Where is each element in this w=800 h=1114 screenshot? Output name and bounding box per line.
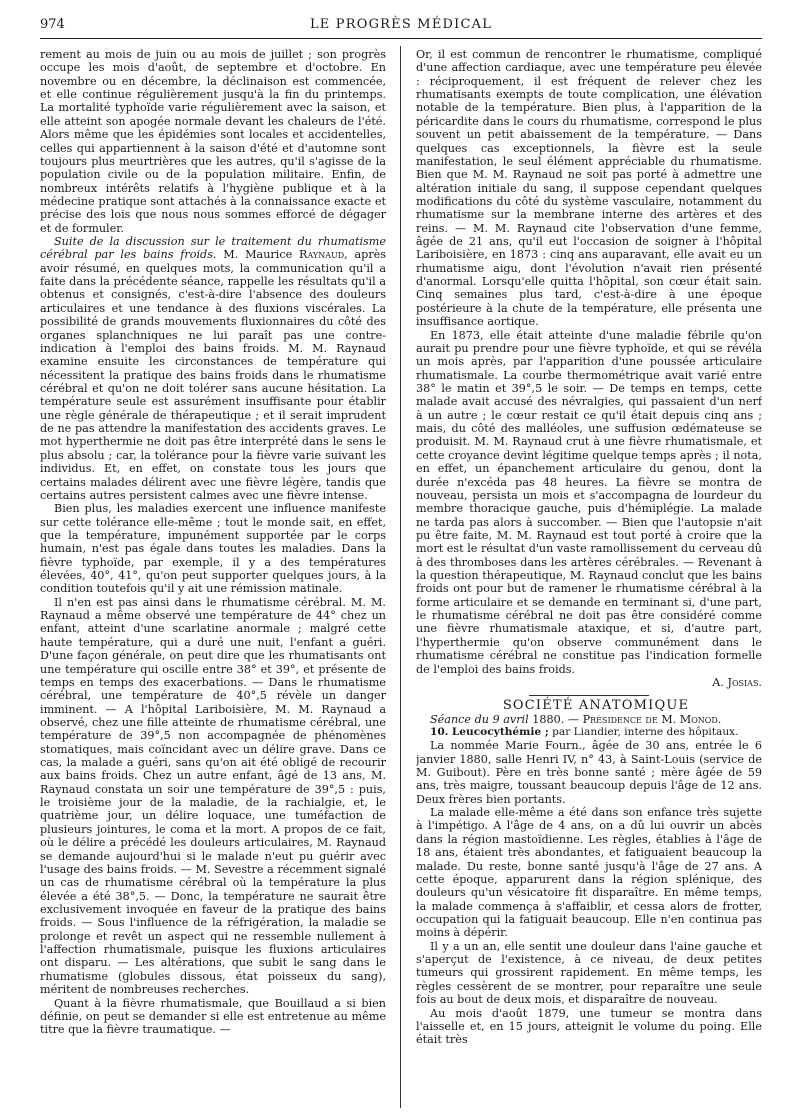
paragraph: La malade elle-même a été dans son enfance très sujette à l'impétigo. A l'âge de 4 ans, on a dû lui ouvrir un abcès dans la région mastoïdienne. Les règles, établies à l'âge de 18 ans, étaient très abondantes, et fatiguaient beaucoup la malade. Du reste, bonne santé jusqu'à l'âge de 27 ans. A cette époque, apparurent dans la région splénique, des douleurs qu'un vésicatoire fit disparaître. En même temps, la malade commença à s'affaiblir, et cessa alors de frotter, occupation qui la fatiguait beaucoup. Elle n'en continua pas moins à dépérir.	[416, 806, 762, 940]
left-column	[40, 48, 386, 1108]
column-divider	[400, 46, 401, 1108]
paragraph: Bien plus, les maladies exercent une influence manifeste sur cette tolérance elle-même ; tout le monde sait, en effet, que la température, impunément supportée par le corps humain, n'est pas égale dans toutes les maladies. Dans la fièvre typhoïde, par exemple, il y a des températures élevées, 40°, 41°, qu'on peut supporter quelques jours, à la condition toutefois qu'il y ait une rémission matinale.	[40, 502, 386, 596]
seance-year: 1880.	[532, 712, 565, 726]
speaker-prefix: M. Maurice	[223, 248, 293, 262]
page-number: 974	[40, 17, 65, 32]
paragraph: rement au mois de juin ou au mois de juillet ; son progrès occupe les mois d'août, de septembre et d'octobre. En novembre ou en décembre, la déclinaison est commencée, et elle continue régulièrement jusqu'à la fin du printemps. La mortalité typhoïde varie régulièrement avec la saison, et elle atteint son apogée normale devant les chaleurs de l'été. Alors même que les épidémies sont locales et accidentelles, celles qui appartiennent à la saison d'été et d'automne sont toujours plus meurtrières que les autres, qu'il s'agisse de la population civile ou de la population militaire. Enfin, de nombreux intérêts relatifs à l'hygiène publique et à la médecine pratique sont attachés à la connaissance exacte et précise des lois que nous nous sommes efforcé de dégager et de formuler.	[40, 48, 386, 235]
seance-line	[416, 713, 762, 726]
paragraph: Quant à la fièvre rhumatismale, que Bouillaud a si bien définie, on peut se demander si elle est entretenue au même titre que la fièvre traumatique. —	[40, 996, 386, 1037]
journal-title: LE PROGRÈS MÉDICAL	[309, 17, 493, 32]
signature-text: A. Josias.	[712, 675, 762, 689]
paragraph: En 1873, elle était atteinte d'une maladie fébrile qu'on aurait pu prendre pour une fièvre typhoïde, et qui se révéla un mois après, par l'apparition d'une poussée articulaire rhumatismale. La courbe thermométrique avait varié entre 38° le matin et 39°,5 le soir. — De temps en temps, cette malade avait accusé des névralgies, qui passaient d'un nerf à un autre ; le cœur restait ce qu'il était depuis cinq ans ; mais, du côté des malléoles, une suffusion œdémateuse se produisit. M. M. Raynaud crut à une fièvre rhumatismale, et cette croyance devint légitime quelque temps après ; il nota, en effet, un épanchement articulaire du genou, dont la durée n'excéda pas 48 heures. La fièvre se montra de nouveau, persista un mois et s'accompagna de lourdeur du membre thoracique gauche, puis d'hémiplégie. La malade ne tarda pas alors à succomber. — Bien que l'autopsie n'ait pu être faite, M. M. Raynaud est tout porté à croire que la mort est le résultat d'un vaste ramollissement du cerveau dû à des thromboses dans les artères cérébrales. — Revenant à la question thérapeutique, M. Raynaud conclut que les bains froids ont pour but de ramener le rhumatisme cérébral à la forme articulaire et se demande en terminant si, d'une part, le rhumatisme cérébral ne doit pas être considéré comme une fièvre rhumatismale ataxique, et si, d'autre part, l'hyperthermie qu'on observe communément dans le rhumatisme cérébral ne constitue pas l'indication formelle de l'emploi des bains froids.	[416, 328, 762, 676]
section-title: SOCIÉTÉ ANATOMIQUE	[502, 698, 690, 714]
observation-heading	[416, 726, 762, 739]
speaker-name: Raynaud	[299, 248, 345, 262]
header-rule	[40, 38, 762, 39]
observation-title: Leucocythémie ;	[451, 725, 549, 738]
paragraph: Au mois d'août 1879, une tumeur se montra dans l'aisselle et, en 15 jours, atteignit le volume du poing. Elle était très	[416, 1006, 762, 1047]
paragraph: Il n'en est pas ainsi dans le rhumatisme cérébral. M. M. Raynaud a même observé une température de 44° chez un enfant, atteint d'une scarlatine anormale ; malgré cette haute température, qui a duré une nuit, l'enfant a guéri. D'une façon générale, on peut dire que les rhumatisants ont une température qui oscille entre 38° et 39°, et présente de temps en temps des exacerbations. — Dans le rhumatisme cérébral, une température de 40°,5 révèle un danger imminent. — A l'hôpital Lariboisière, M. M. Raynaud a observé, chez une fille atteinte de rhumatisme cérébral, une température de 39°,5 non accompagnée de phénomènes stomatiques, mais coïncidant avec un délire grave. Dans ce cas, la malade a guéri, sans qu'on ait été obligé de recourir aux bains froids. Chez un autre enfant, âgé de 13 ans, M. Raynaud constata un soir une température de 39°,5 : puis, le troisième jour de la maladie, de la rachialgie, et, le quatrième jour, un délire loquace, une tuméfaction de plusieurs jointures, le coma et la mort. A propos de ce fait, où le délire a précédé les douleurs articulaires, M. Raynaud se demande aujourd'hui si le malade n'eut pu guérir avec l'usage des bains froids. — M. Sevestre a récemment signalé un cas de rhumatisme cérébral où la température la plus élevée a été 38°,5. — Donc, la température ne saurait être exclusivement invoquée en faveur de la pratique des bains froids. — Sous l'influence de la réfrigération, la maladie se prolonge et revêt un aspect qui ne ressemble nullement à l'affection rhumatismale, puisque les fluxions articulaires ont disparu. — Les altérations, que subit le sang dans le rhumatisme (globules dissous, état poisseux du sang), méritent de nombreuses recherches.	[40, 595, 386, 997]
author-signature	[416, 676, 762, 689]
observation-author: par Liandier, interne des hôpitaux.	[552, 725, 739, 738]
page-header	[40, 17, 762, 37]
discussion-paragraph	[40, 235, 386, 502]
paragraph: La nommée Marie Fourn., âgée de 30 ans, entrée le 6 janvier 1880, salle Henri IV, n° 43, à Saint-Louis (service de M. Guibout). Père en très bonne santé ; mère âgée de 59 ans, très maigre, toussant beaucoup depuis l'âge de 12 ans. Deux frères bien portants.	[416, 739, 762, 806]
seance-presidence: — Présidence de M. Monod.	[567, 712, 722, 726]
seance-date: Séance du 9 avril	[430, 712, 529, 726]
paragraph: Il y a un an, elle sentit une douleur dans l'aine gauche et s'aperçut de l'existence, à ce niveau, de deux petites tumeurs qui grossirent rapidement. En même temps, les règles cessèrent de se montrer, pour reparaître une seule fois au bout de deux mois, et disparaître de nouveau.	[416, 939, 762, 1007]
discussion-title: Suite de la discussion sur le traitement du rhumatisme cérébral par les bains froids.	[40, 235, 386, 262]
observation-number: 10.	[430, 725, 449, 738]
paragraph: Or, il est commun de rencontrer le rhumatisme, compliqué d'une affection cardiaque, avec une température peu élevée : réciproquement, il est fréquent de relever chez les rhumatisants exempts de toute complication, une élévation notable de la température. Bien plus, à l'apparition de la péricardite dans le cours du rhumatisme, correspond le plus souvent un petit abaissement de la température. — Dans quelques cas exceptionnels, la fièvre est la seule manifestation, le seul élément appréciable du rhumatisme. Bien que M. M. Raynaud ne soit pas porté à admettre une altération initiale du sang, il suppose cependant quelques modifications du côté du système vasculaire, notamment du rhumatisme sur la membrane interne des artères et des reins. — M. M. Raynaud cite l'observation d'une femme, âgée de 21 ans, qu'il eut l'occasion de soigner à l'hôpital Lariboisière, en 1873 : cinq ans auparavant, elle avait eu un rhumatisme aigu, dont l'évolution n'avait rien présenté d'anormal. Lorsqu'elle quitta l'hôpital, son cœur était sain. Cinq semaines plus tard, c'est-à-dire à une époque postérieure à la chute de la température, elle présenta une insuffisance aortique.	[416, 48, 762, 329]
discussion-text: , après avoir résumé, en quelques mots, la communication qu'il a faite dans la précédente séance, rappelle les résultats qu'il a obtenus et consignés, c'est-à-dire l'absence des douleurs articulaires et une tendance à des fluxions viscérales. La possibilité de grands mouvements fluxionnaires du côté des organes splanchniques ne lui paraît pas une contre-indication à l'emploi des bains froids. M. M. Raynaud examine ensuite les circonstances de température qui nécessitent la pratique des bains froids dans le rhumatisme cérébral et qu'on ne doit tolérer sans aucune hésitation. La température seule est assurément insuffisante pour établir une règle générale de thérapeutique ; et il serait imprudent de ne pas attendre la manifestation des accidents graves. Le mot hyperthermie ne doit pas être interprété dans le sens le plus absolu ; car, la tolérance pour la fièvre varie suivant les individus. Et, en effet, on constate tous les jours que certains malades délirent avec une fièvre légère, tandis que certains autres persistent calmes avec une fièvre intense.	[40, 248, 386, 502]
section-rule	[529, 695, 649, 696]
right-column	[416, 48, 762, 1108]
